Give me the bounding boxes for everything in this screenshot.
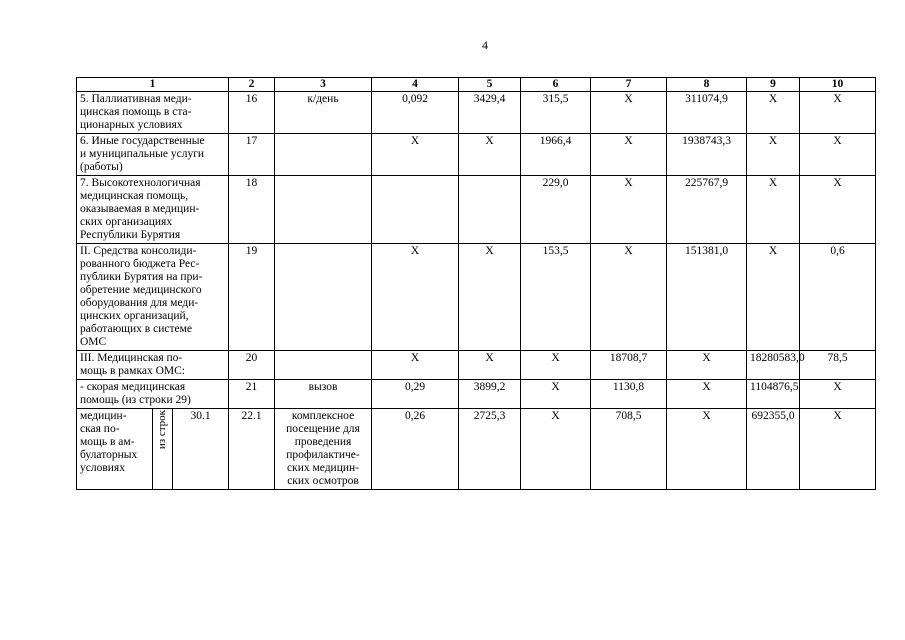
table-cell-c10: Х xyxy=(800,380,876,409)
table-cell-c6: 315,5 xyxy=(521,92,591,134)
table-cell-c6: 153,5 xyxy=(521,244,591,351)
sub-row-number: 30.1 xyxy=(173,409,229,490)
row-name-cell: II. Средства консолиди- рованного бюджета Рес- публики Бурятия на при- обретение медицинского оборудования для меди- цинских организаций, работающих в системе ОМС xyxy=(77,244,229,351)
header-cell: 9 xyxy=(747,78,800,92)
table-cell-c4: 0,26 xyxy=(372,409,459,490)
table-cell-c8: Х xyxy=(667,351,747,380)
vertical-label: из строк xyxy=(156,410,168,450)
table-cell-c5 xyxy=(459,176,521,244)
table-cell-c3 xyxy=(275,134,372,176)
table-cell-c3 xyxy=(275,244,372,351)
table-cell-c7: Х xyxy=(591,176,667,244)
table-cell-c2: 22.1 xyxy=(229,409,275,490)
table-cell-c2: 20 xyxy=(229,351,275,380)
table-cell-c9: 692355,0 xyxy=(747,409,800,490)
table-cell-c2: 18 xyxy=(229,176,275,244)
row-name-cell: - скорая медицинская помощь (из строки 29) xyxy=(77,380,229,409)
table-cell-c8: 225767,9 xyxy=(667,176,747,244)
table-cell-c10: 0,6 xyxy=(800,244,876,351)
header-cell: 8 xyxy=(667,78,747,92)
table-row xyxy=(77,92,876,134)
table-cell-c9: Х xyxy=(747,92,800,134)
table-cell-c3 xyxy=(275,176,372,244)
table-cell-c3: комплексное посещение для проведения профилактиче- ских медицин- ских осмотров xyxy=(275,409,372,490)
table-cell-c6: Х xyxy=(521,351,591,380)
table-cell-c7: Х xyxy=(591,244,667,351)
table-cell-c6: Х xyxy=(521,380,591,409)
row-name-cell: медицин- ская по- мощь в ам- булаторных условиях xyxy=(77,409,153,490)
table-cell-c4: 0,092 xyxy=(372,92,459,134)
data-table xyxy=(76,77,876,490)
table-cell-c7: 708,5 xyxy=(591,409,667,490)
table-cell-c8: 151381,0 xyxy=(667,244,747,351)
table-cell-c4: Х xyxy=(372,244,459,351)
table-cell-c2: 17 xyxy=(229,134,275,176)
table-cell-c6: Х xyxy=(521,409,591,490)
table-cell-c5: 2725,3 xyxy=(459,409,521,490)
table-cell-c10: Х xyxy=(800,176,876,244)
table-body xyxy=(77,78,876,490)
table-cell-c3: к/день xyxy=(275,92,372,134)
vertical-label-cell xyxy=(153,409,173,490)
table-cell-c10: Х xyxy=(800,92,876,134)
table-cell-c9: 18280583,0 xyxy=(747,351,800,380)
header-cell: 6 xyxy=(521,78,591,92)
table-cell-c9: 1104876,5 xyxy=(747,380,800,409)
table-cell-c5: 3899,2 xyxy=(459,380,521,409)
table-cell-c8: 311074,9 xyxy=(667,92,747,134)
table-cell-c7: 1130,8 xyxy=(591,380,667,409)
row-name-cell: III. Медицинская по- мощь в рамках ОМС: xyxy=(77,351,229,380)
table-cell-c2: 19 xyxy=(229,244,275,351)
table-row xyxy=(77,176,876,244)
table-cell-c3 xyxy=(275,351,372,380)
table-cell-c5: Х xyxy=(459,351,521,380)
header-cell: 3 xyxy=(275,78,372,92)
table-cell-c3: вызов xyxy=(275,380,372,409)
table-row xyxy=(77,134,876,176)
table-row xyxy=(77,244,876,351)
table-cell-c6: 1966,4 xyxy=(521,134,591,176)
table-cell-c8: Х xyxy=(667,409,747,490)
table-cell-c4: Х xyxy=(372,351,459,380)
table-cell-c9: Х xyxy=(747,244,800,351)
table-cell-c2: 16 xyxy=(229,92,275,134)
row-name-cell: 6. Иные государственные и муниципальные услуги (работы) xyxy=(77,134,229,176)
header-row xyxy=(77,78,876,92)
table-cell-c8: Х xyxy=(667,380,747,409)
header-cell: 2 xyxy=(229,78,275,92)
header-cell: 4 xyxy=(372,78,459,92)
row-name-cell: 7. Высокотехнологичная медицинская помощь, оказываемая в медицин- ских организациях Республики Бурятия xyxy=(77,176,229,244)
table-cell-c4: Х xyxy=(372,134,459,176)
table-cell-c9: Х xyxy=(747,134,800,176)
table-cell-c10: 78,5 xyxy=(800,351,876,380)
table-cell-c6: 229,0 xyxy=(521,176,591,244)
table-cell-c10: Х xyxy=(800,409,876,490)
table-cell-c8: 1938743,3 xyxy=(667,134,747,176)
table-cell-c2: 21 xyxy=(229,380,275,409)
table-cell-c4: 0,29 xyxy=(372,380,459,409)
table-row xyxy=(77,380,876,409)
header-cell: 7 xyxy=(591,78,667,92)
table-cell-c10: Х xyxy=(800,134,876,176)
table-row xyxy=(77,351,876,380)
header-cell: 1 xyxy=(77,78,229,92)
table-cell-c7: 18708,7 xyxy=(591,351,667,380)
table-row xyxy=(77,409,876,490)
table-cell-c5: Х xyxy=(459,134,521,176)
table-cell-c7: Х xyxy=(591,134,667,176)
header-cell: 10 xyxy=(800,78,876,92)
table-cell-c5: 3429,4 xyxy=(459,92,521,134)
header-cell: 5 xyxy=(459,78,521,92)
table-cell-c9: Х xyxy=(747,176,800,244)
table-cell-c7: Х xyxy=(591,92,667,134)
page-number: 4 xyxy=(482,38,488,52)
table-cell-c5: Х xyxy=(459,244,521,351)
table-cell-c4 xyxy=(372,176,459,244)
row-name-cell: 5. Паллиативная меди- цинская помощь в ста- ционарных условиях xyxy=(77,92,229,134)
